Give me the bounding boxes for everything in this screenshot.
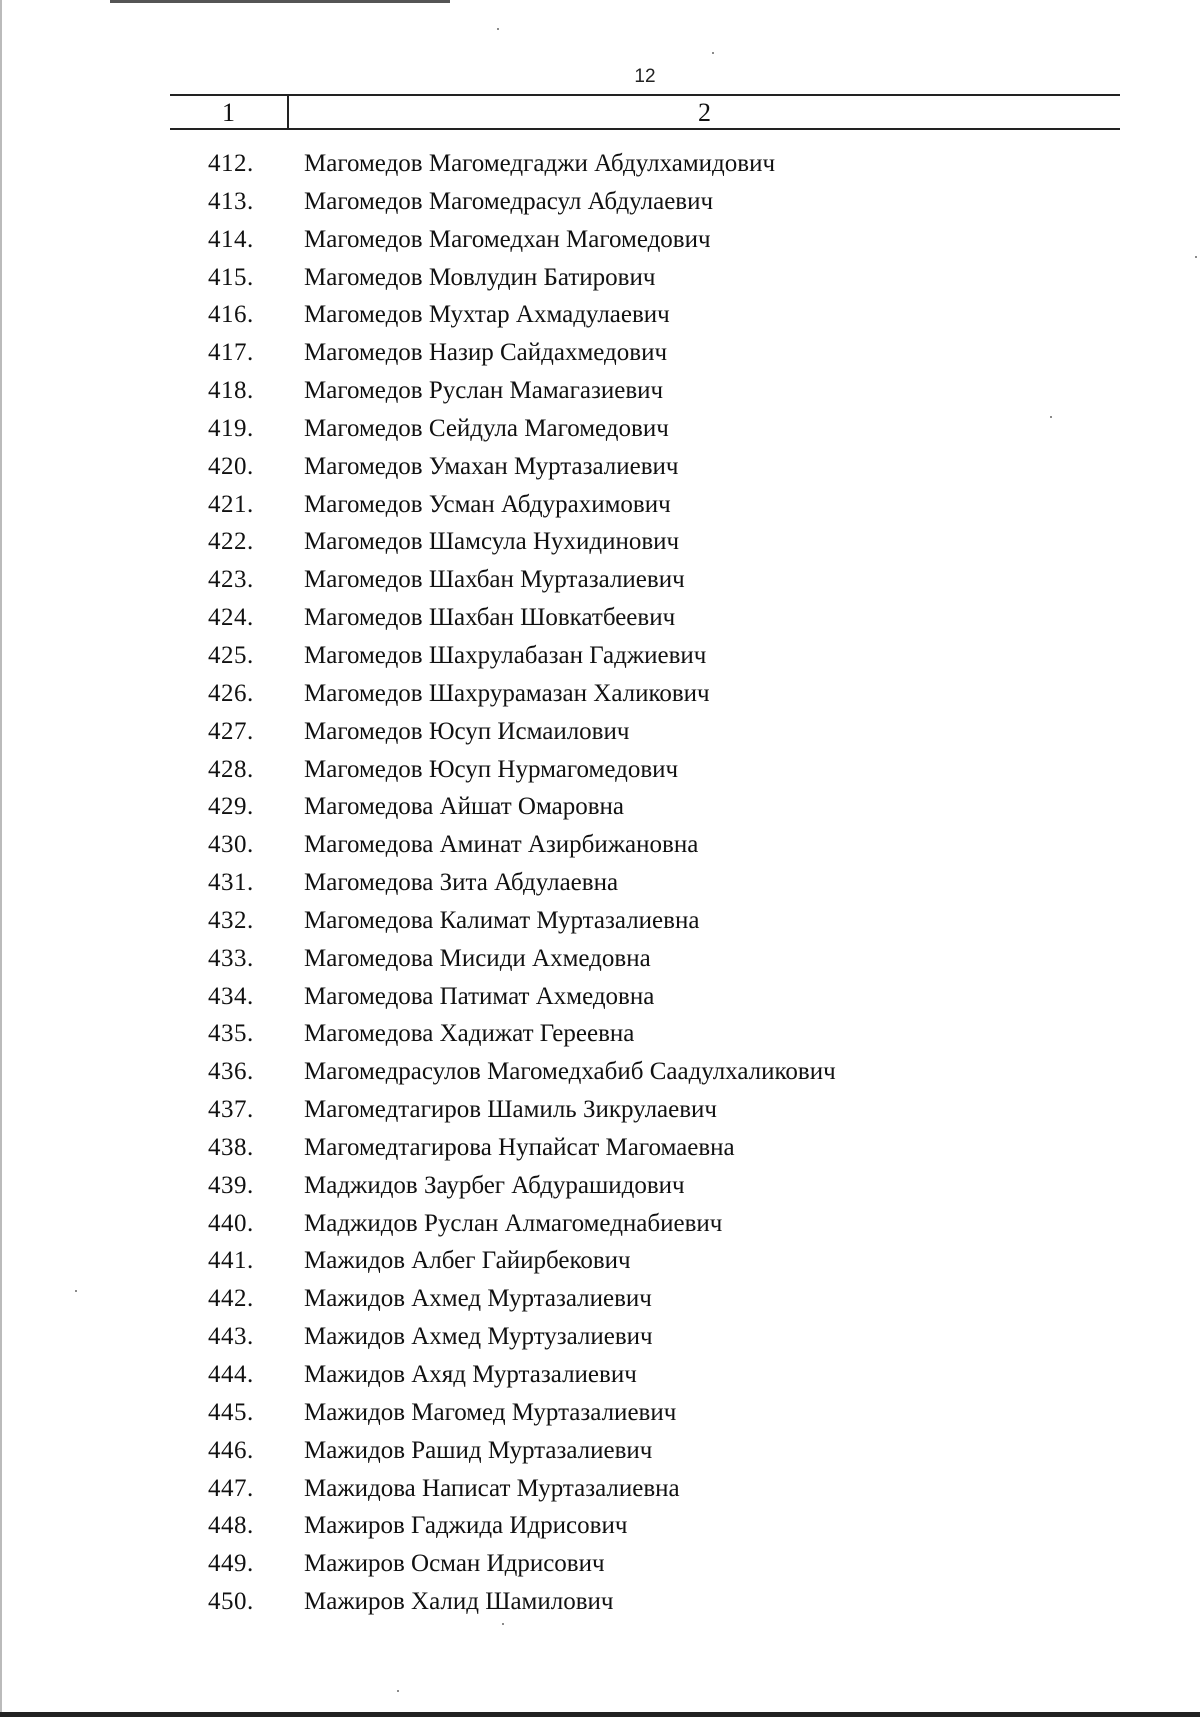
list-item-number: 430. (208, 831, 254, 859)
list-item-number: 428. (208, 755, 254, 783)
scan-speck (497, 28, 499, 30)
list-item-number: 437. (208, 1096, 254, 1124)
list-item-name: Мажиров Гаджида Идрисович (304, 1512, 628, 1540)
list-item-name: Мажидов Рашид Муртазалиевич (304, 1436, 653, 1464)
list-item-number: 421. (208, 490, 254, 518)
list-item-name: Магомедова Айшат Омаровна (304, 793, 624, 821)
list-item-name: Магомедов Шамсула Нухидинович (304, 528, 680, 556)
list-item-name: Магомедов Шахбан Муртазалиевич (304, 566, 685, 594)
list-item-name: Мажиров Осман Идрисович (304, 1550, 605, 1578)
list-item-number: 419. (208, 414, 254, 442)
list-item-name: Магомедрасулов Магомедхабиб Саадулхаликович (304, 1058, 836, 1086)
list-item (0, 1470, 1200, 1508)
list-item-name: Магомедов Шахрулабазан Гаджиевич (304, 641, 707, 669)
list-item-number: 448. (208, 1512, 254, 1540)
list-item-number: 412. (208, 150, 254, 177)
list-item-name: Мажидова Написат Муртазалиевна (304, 1474, 680, 1502)
list-item-name: Магомедов Мовлудин Батирович (304, 263, 656, 291)
list-item (0, 1583, 1200, 1621)
list-item-number: 442. (208, 1285, 254, 1313)
list-item (0, 1053, 1200, 1091)
scan-speck (502, 1623, 504, 1625)
name-list (0, 145, 1200, 1621)
list-item (0, 334, 1200, 372)
list-item (0, 1205, 1200, 1243)
table-header-bottom-rule (170, 128, 1120, 130)
list-item (0, 788, 1200, 826)
list-item (0, 599, 1200, 637)
list-item (0, 940, 1200, 978)
list-item-name: Магомедова Аминат Азирбижановна (304, 831, 699, 859)
list-item (0, 1507, 1200, 1545)
list-item (0, 713, 1200, 751)
list-item-name: Магомедтагиров Шамиль Зикрулаевич (304, 1096, 717, 1124)
list-item-number: 434. (208, 982, 254, 1010)
list-item-name: Магомедов Усман Абдурахимович (304, 490, 671, 518)
list-item-name: Магомедов Магомедхан Магомедович (304, 225, 711, 253)
list-item-name: Магомедтагирова Нупайсат Магомаевна (304, 1133, 735, 1161)
list-item (0, 486, 1200, 524)
list-item-name: Мажидов Албег Гайирбекович (304, 1247, 631, 1275)
list-item (0, 751, 1200, 789)
list-item (0, 1318, 1200, 1356)
list-item (0, 296, 1200, 334)
list-item-number: 417. (208, 339, 254, 367)
list-item-name: Магомедов Магомедгаджи Абдулхамидович (304, 150, 776, 177)
list-item-name: Магомедов Магомедрасул Абдулаевич (304, 187, 714, 215)
list-item-name: Магомедова Патимат Ахмедовна (304, 982, 655, 1010)
list-item (0, 978, 1200, 1016)
list-item-number: 426. (208, 679, 254, 707)
list-item-name: Магомедов Шахрурамазан Халикович (304, 679, 710, 707)
list-item-number: 424. (208, 604, 254, 632)
list-item-name: Мажидов Магомед Муртазалиевич (304, 1398, 677, 1426)
scan-speck (397, 1690, 399, 1692)
list-item (0, 1356, 1200, 1394)
list-item-number: 413. (208, 187, 254, 215)
list-item (0, 902, 1200, 940)
list-item (0, 637, 1200, 675)
list-item-number: 416. (208, 301, 254, 329)
scan-edge-bottom (0, 1712, 1200, 1717)
list-item-number: 431. (208, 869, 254, 897)
list-item-number: 429. (208, 793, 254, 821)
list-item (0, 1280, 1200, 1318)
list-item-number: 443. (208, 1323, 254, 1351)
list-item-name: Магомедова Зита Абдулаевна (304, 869, 619, 897)
list-item-number: 418. (208, 377, 254, 405)
list-item (0, 448, 1200, 486)
list-item (0, 675, 1200, 713)
list-item (0, 410, 1200, 448)
list-item-name: Мажидов Ахмед Муртузалиевич (304, 1323, 653, 1351)
list-item-number: 420. (208, 452, 254, 480)
column-header-number: 1 (222, 98, 235, 127)
list-item (0, 561, 1200, 599)
list-item (0, 372, 1200, 410)
scan-speck (712, 52, 714, 54)
list-item (0, 221, 1200, 259)
list-item-number: 446. (208, 1436, 254, 1464)
list-item-name: Магомедов Юсуп Нурмагомедович (304, 755, 679, 783)
list-item-name: Магомедов Мухтар Ахмадулаевич (304, 301, 670, 329)
list-item (0, 259, 1200, 297)
list-item-number: 425. (208, 641, 254, 669)
list-item-number: 435. (208, 1020, 254, 1048)
list-item (0, 145, 1200, 183)
list-item (0, 1394, 1200, 1432)
column-header-name: 2 (698, 98, 711, 127)
list-item-name: Маджидов Руслан Алмагомеднабиевич (304, 1209, 723, 1237)
list-item-name: Магомедова Калимат Муртазалиевна (304, 906, 700, 934)
list-item-name: Магомедов Шахбан Шовкатбеевич (304, 604, 676, 632)
list-item-name: Магомедова Хадижат Гереевна (304, 1020, 635, 1048)
table-header-top-rule (170, 94, 1120, 96)
list-item (0, 864, 1200, 902)
list-item-number: 445. (208, 1398, 254, 1426)
list-item-name: Магомедова Мисиди Ахмедовна (304, 944, 651, 972)
list-item-number: 414. (208, 225, 254, 253)
list-item-name: Магомедов Умахан Муртазалиевич (304, 452, 679, 480)
list-item-number: 449. (208, 1550, 254, 1578)
list-item (0, 1432, 1200, 1470)
list-item-name: Мажидов Ахяд Муртазалиевич (304, 1361, 637, 1388)
list-item (0, 1167, 1200, 1205)
list-item-number: 450. (208, 1588, 254, 1616)
list-item (0, 1242, 1200, 1280)
list-item (0, 1545, 1200, 1583)
list-item-name: Мажиров Халид Шамилович (304, 1588, 614, 1616)
list-item-number: 436. (208, 1058, 254, 1086)
list-item-name: Магомедов Руслан Мамагазиевич (304, 377, 664, 405)
list-item-number: 422. (208, 528, 254, 556)
list-item-number: 447. (208, 1474, 254, 1502)
list-item-name: Магомедов Сейдула Магомедович (304, 414, 669, 442)
list-item (0, 1015, 1200, 1053)
list-item-number: 415. (208, 263, 254, 291)
page-number: 12 (634, 66, 656, 87)
list-item-name: Маджидов Заурбег Абдурашидович (304, 1171, 685, 1199)
list-item (0, 1129, 1200, 1167)
list-item-name: Магомедов Назир Сайдахмедович (304, 339, 668, 367)
scan-edge-top (110, 0, 450, 3)
list-item-name: Мажидов Ахмед Муртазалиевич (304, 1285, 652, 1313)
list-item-number: 441. (208, 1247, 254, 1275)
list-item-number: 439. (208, 1171, 254, 1199)
list-item-number: 433. (208, 944, 254, 972)
list-item-name: Магомедов Юсуп Исмаилович (304, 717, 630, 745)
list-item-number: 440. (208, 1209, 254, 1237)
list-item-number: 444. (208, 1361, 254, 1388)
list-item-number: 423. (208, 566, 254, 594)
list-item-number: 427. (208, 717, 254, 745)
list-item (0, 826, 1200, 864)
list-item-number: 432. (208, 906, 254, 934)
list-item (0, 1091, 1200, 1129)
list-item (0, 523, 1200, 561)
list-item (0, 183, 1200, 221)
list-item-number: 438. (208, 1133, 254, 1161)
